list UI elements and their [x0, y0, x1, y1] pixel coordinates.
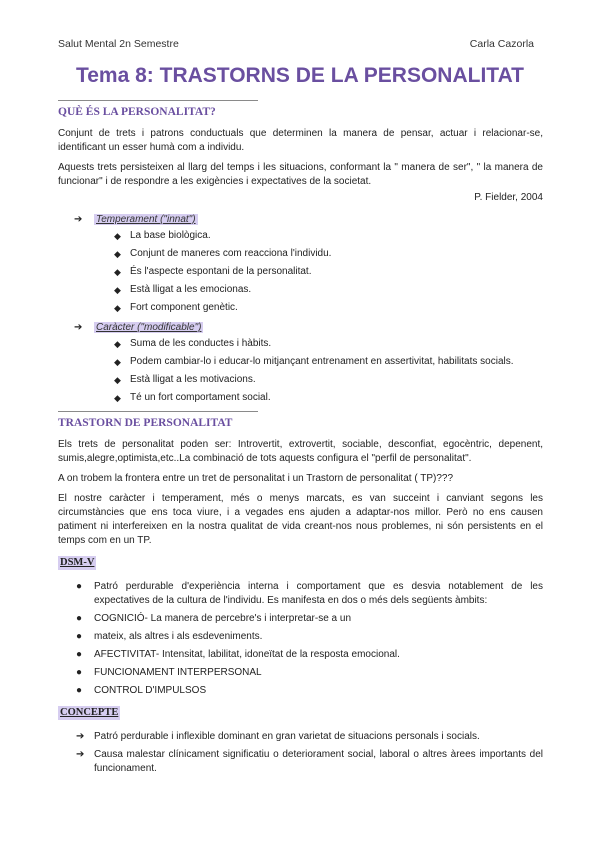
list-item: ● Patró perdurable d'experiència interna i comportament que es desvia notablement de les expectatives de la cultura de l'individu. Es manifesta en dos o més dels següents àmbits: — [76, 581, 543, 606]
list-item: ◆ És l'aspecte espontani de la personalitat. — [114, 266, 312, 277]
arrow-icon: ➔ — [74, 214, 83, 225]
bullet-icon: ● — [76, 581, 83, 592]
diamond-icon: ◆ — [114, 303, 121, 313]
paragraph: A on trobem la frontera entre un tret de personalitat i un Trastorn de personalitat ( TP)??? — [58, 473, 454, 484]
section-divider — [58, 411, 258, 412]
list-item: ● CONTROL D'IMPULSOS — [76, 685, 207, 696]
header-author: Carla Cazorla — [469, 38, 534, 50]
list-item: ◆ Fort component genètic. — [114, 302, 238, 313]
list-item: ◆ Suma de les conductes i hàbits. — [114, 338, 272, 349]
concepte-heading-wrap — [58, 706, 543, 720]
diamond-icon: ◆ — [114, 249, 121, 259]
bullet-icon: ● — [76, 631, 83, 642]
list-item: ◆ Conjunt de maneres com reacciona l'individu. — [114, 248, 332, 259]
section-heading-trastorn: TRASTORN DE PERSONALITAT — [58, 417, 233, 429]
diamond-icon: ◆ — [114, 339, 121, 349]
bullet-icon: ● — [76, 685, 83, 696]
list-item: ◆ Està lligat a les motivacions. — [114, 374, 256, 385]
diamond-icon: ◆ — [114, 357, 121, 367]
bullet-icon: ● — [76, 667, 83, 678]
arrow-icon: ➔ — [74, 322, 83, 333]
section-heading-personalitat: QUÈ ÉS LA PERSONALITAT? — [58, 106, 216, 118]
list-item: ● COGNICIÓ- La manera de percebre's i interpretar-se a un — [76, 613, 352, 624]
temperament-heading — [58, 213, 543, 227]
arrow-icon: ➔ — [76, 749, 85, 760]
list-item: ➔ Patró perdurable i inflexible dominant en gran varietat de situacions personals i socials. — [76, 731, 480, 742]
list-item: ◆ Està lligat a les emocionas. — [114, 284, 252, 295]
paragraph: Els trets de personalitat poden ser: Introvertit, extrovertit, sociable, desconfiat, egocèntric, depenent, sumis,alegre,optimista,etc..La combinació de tots aquests configura el "perfil de personalitat". — [58, 439, 543, 464]
concepte-heading: CONCEPTE — [60, 707, 119, 718]
concepte-list — [58, 730, 543, 776]
diamond-icon: ◆ — [114, 375, 121, 385]
document-body — [58, 100, 543, 780]
section-divider — [58, 100, 258, 101]
paragraph: Aquests trets persisteixen al llarg del temps i les situacions, conformant la " manera de ser", " la manera de funcionar" i de respondre a les exigències i expectatives de la societat. — [58, 162, 543, 187]
list-item: ◆ La base biològica. — [114, 230, 211, 241]
dsm-heading: DSM-V — [60, 557, 95, 568]
page-title: Tema 8: TRASTORNS DE LA PERSONALITAT — [75, 64, 525, 87]
bullet-icon: ● — [76, 649, 83, 660]
temperament-label: Temperament ("innat") — [96, 214, 196, 225]
list-item: ◆ Podem cambiar-lo i educar-lo mitjançant entrenament en assertivitat, habilitats socials. — [114, 356, 514, 367]
diamond-icon: ◆ — [114, 393, 121, 403]
list-item: ➔ Causa malestar clínicament significatiu o deteriorament social, laboral o altres àrees importants del funcionament. — [76, 749, 543, 774]
diamond-icon: ◆ — [114, 267, 121, 277]
diamond-icon: ◆ — [114, 285, 121, 295]
header-course: Salut Mental 2n Semestre — [58, 38, 179, 50]
list-item: ◆ Té un fort comportament social. — [114, 392, 271, 403]
list-item: ● mateix, als altres i als esdeveniments. — [76, 631, 263, 642]
list-item: ● AFECTIVITAT- Intensitat, labilitat, idoneïtat de la resposta emocional. — [76, 649, 400, 660]
dsm-list — [58, 580, 543, 698]
dsm-heading-wrap — [58, 556, 543, 570]
temperament-list — [58, 229, 543, 315]
bullet-icon: ● — [76, 613, 83, 624]
list-item: ● FUNCIONAMENT INTERPERSONAL — [76, 667, 262, 678]
citation: P. Fielder, 2004 — [474, 192, 543, 203]
diamond-icon: ◆ — [114, 231, 121, 241]
caracter-heading — [58, 321, 543, 335]
paragraph: Conjunt de trets i patrons conductuals que determinen la manera de pensar, actuar i relacionar-se, identificant un esser humà com a individu. — [58, 128, 543, 153]
arrow-icon: ➔ — [76, 731, 85, 742]
paragraph: El nostre caràcter i temperament, més o menys marcats, es van succeint i canviant segons les circumstàncies que ens toca viure, i a vegades ens ajuden a adaptar-nos millor. Però no ens causen patiment ni interfereixen en la nostra qualitat de vida creant-nos nous problemes, ni són persistents en el temps com en un TP. — [58, 493, 543, 546]
caracter-label: Caràcter ("modificable") — [96, 322, 202, 333]
caracter-list — [58, 337, 543, 405]
